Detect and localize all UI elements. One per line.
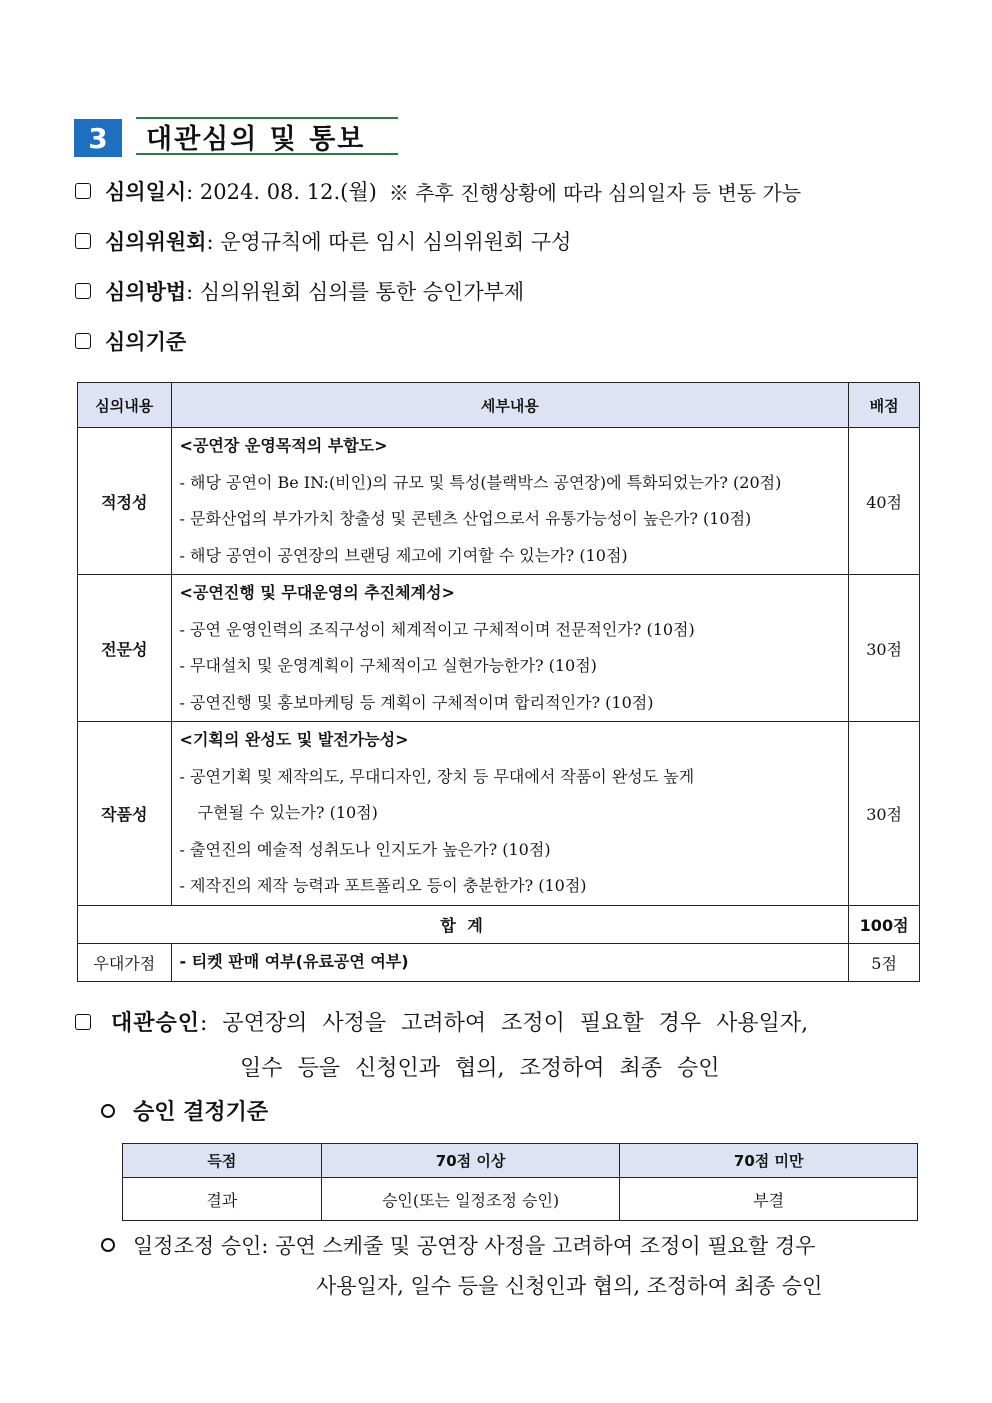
header-cell: 배점 bbox=[849, 383, 920, 428]
decision-table-header bbox=[123, 1144, 918, 1178]
schedule-label: 일정조정 승인 bbox=[133, 1234, 262, 1258]
item-review-criteria bbox=[75, 326, 186, 356]
table-row bbox=[78, 575, 920, 722]
detail-cell bbox=[171, 575, 849, 722]
item-value: : 운영규칙에 따른 임시 심의위원회 구성 bbox=[206, 230, 572, 254]
header-cell: 70점 미만 bbox=[620, 1144, 918, 1178]
detail-line: - 출연진의 예술적 성취도나 인지도가 높은가? (10점) bbox=[179, 839, 551, 859]
section-number-badge: 3 bbox=[74, 119, 122, 157]
category-cell: 적정성 bbox=[78, 428, 172, 575]
detail-line: - 공연진행 및 홍보마케팅 등 계획이 구체적이며 합리적인가? (10점) bbox=[179, 692, 654, 712]
table-row bbox=[78, 428, 920, 575]
detail-line: - 제작진의 제작 능력과 포트폴리오 등이 충분한가? (10점) bbox=[179, 876, 587, 895]
detail-line: - 해당 공연이 Be IN:(비인)의 규모 및 특성(블랙박스 공연장)에 특화되었는가? (20점) bbox=[179, 472, 782, 492]
decision-title: 승인 결정기준 bbox=[133, 1100, 269, 1125]
header-cell: 70점 이상 bbox=[321, 1144, 620, 1178]
detail-title: <공연진행 및 무대운영의 추진체계성> bbox=[179, 583, 455, 602]
item-label: 심의일시 bbox=[105, 180, 187, 204]
total-label: 합 계 bbox=[78, 905, 849, 943]
item-value: : 공연장의 사정을 고려하여 조정이 필요할 경우 사용일자, bbox=[200, 1011, 809, 1036]
table-cell: 결과 bbox=[123, 1178, 322, 1221]
schedule-line-2: 사용일자, 일수 등을 신청인과 협의, 조정하여 최종 승인 bbox=[316, 1274, 823, 1298]
bonus-label: 우대가점 bbox=[78, 943, 172, 981]
bonus-row bbox=[78, 943, 920, 981]
item-value: : 2024. 08. 12.(월) bbox=[186, 180, 377, 204]
detail-line: - 문화산업의 부가가치 창출성 및 콘텐츠 산업으로서 유통가능성이 높은가? (10점) bbox=[179, 509, 752, 528]
bonus-points: 5점 bbox=[849, 943, 920, 981]
table-cell: 승인(또는 일정조정 승인) bbox=[321, 1178, 620, 1221]
detail-line: - 공연기획 및 제작의도, 무대디자인, 장치 등 무대에서 작품이 완성도 높게 bbox=[179, 766, 695, 786]
criteria-table bbox=[77, 382, 920, 982]
checkbox-square-icon bbox=[75, 333, 91, 349]
detail-title: <기획의 완성도 및 발전가능성> bbox=[179, 730, 409, 749]
decision-heading bbox=[101, 1095, 268, 1126]
points-cell: 40점 bbox=[849, 428, 920, 575]
total-row bbox=[78, 905, 920, 943]
checkbox-square-icon bbox=[75, 283, 91, 299]
detail-cell bbox=[171, 722, 849, 906]
header-cell: 득점 bbox=[123, 1144, 322, 1178]
schedule-text: : 공연 스케줄 및 공연장 사정을 고려하여 조정이 필요할 경우 bbox=[261, 1234, 816, 1258]
detail-line: 구현될 수 있는가? (10점) bbox=[197, 803, 378, 822]
circle-bullet-icon bbox=[101, 1238, 115, 1252]
circle-bullet-icon bbox=[101, 1104, 115, 1118]
detail-line: - 무대설치 및 운영계획이 구체적이고 실현가능한가? (10점) bbox=[179, 656, 597, 675]
checkbox-square-icon bbox=[75, 233, 91, 249]
table-cell: 부결 bbox=[620, 1178, 918, 1221]
detail-line: - 공연 운영인력의 조직구성이 체계적이고 구체적이며 전문적인가? (10점) bbox=[179, 619, 695, 639]
detail-line: - 해당 공연이 공연장의 브랜딩 제고에 기여할 수 있는가? (10점) bbox=[179, 545, 628, 565]
item-approval bbox=[75, 1006, 808, 1037]
bonus-detail bbox=[171, 943, 849, 981]
bonus-detail-text: - 티켓 판매 여부(유료공연 여부) bbox=[179, 952, 409, 971]
approval-line-2: 일수 등을 신청인과 협의, 조정하여 최종 승인 bbox=[240, 1056, 720, 1081]
item-note: ※ 추후 진행상황에 따라 심의일자 등 변동 가능 bbox=[388, 180, 802, 205]
header-cell: 세부내용 bbox=[171, 383, 849, 428]
table-row bbox=[123, 1178, 918, 1221]
item-review-method bbox=[75, 276, 524, 306]
item-value: : 심의위원회 심의를 통한 승인가부제 bbox=[186, 280, 525, 304]
detail-title: <공연장 운영목적의 부합도> bbox=[179, 436, 388, 455]
checkbox-square-icon bbox=[75, 183, 91, 199]
header-cell: 심의내용 bbox=[78, 383, 172, 428]
detail-cell bbox=[171, 428, 849, 575]
criteria-table-header bbox=[78, 383, 920, 428]
checkbox-square-icon bbox=[75, 1014, 91, 1030]
points-cell: 30점 bbox=[849, 575, 920, 722]
category-cell: 전문성 bbox=[78, 575, 172, 722]
item-label: 심의기준 bbox=[105, 330, 187, 354]
total-points: 100점 bbox=[849, 905, 920, 943]
table-row bbox=[78, 722, 920, 906]
item-label: 대관승인 bbox=[111, 1011, 201, 1036]
category-cell: 작품성 bbox=[78, 722, 172, 906]
item-label: 심의방법 bbox=[105, 280, 187, 304]
section-title: 대관심의 및 통보 bbox=[136, 117, 398, 155]
item-label: 심의위원회 bbox=[105, 230, 207, 254]
schedule-adjustment bbox=[101, 1230, 815, 1260]
item-review-date bbox=[75, 176, 801, 206]
decision-table bbox=[122, 1143, 918, 1221]
points-cell: 30점 bbox=[849, 722, 920, 906]
item-review-committee bbox=[75, 226, 571, 256]
